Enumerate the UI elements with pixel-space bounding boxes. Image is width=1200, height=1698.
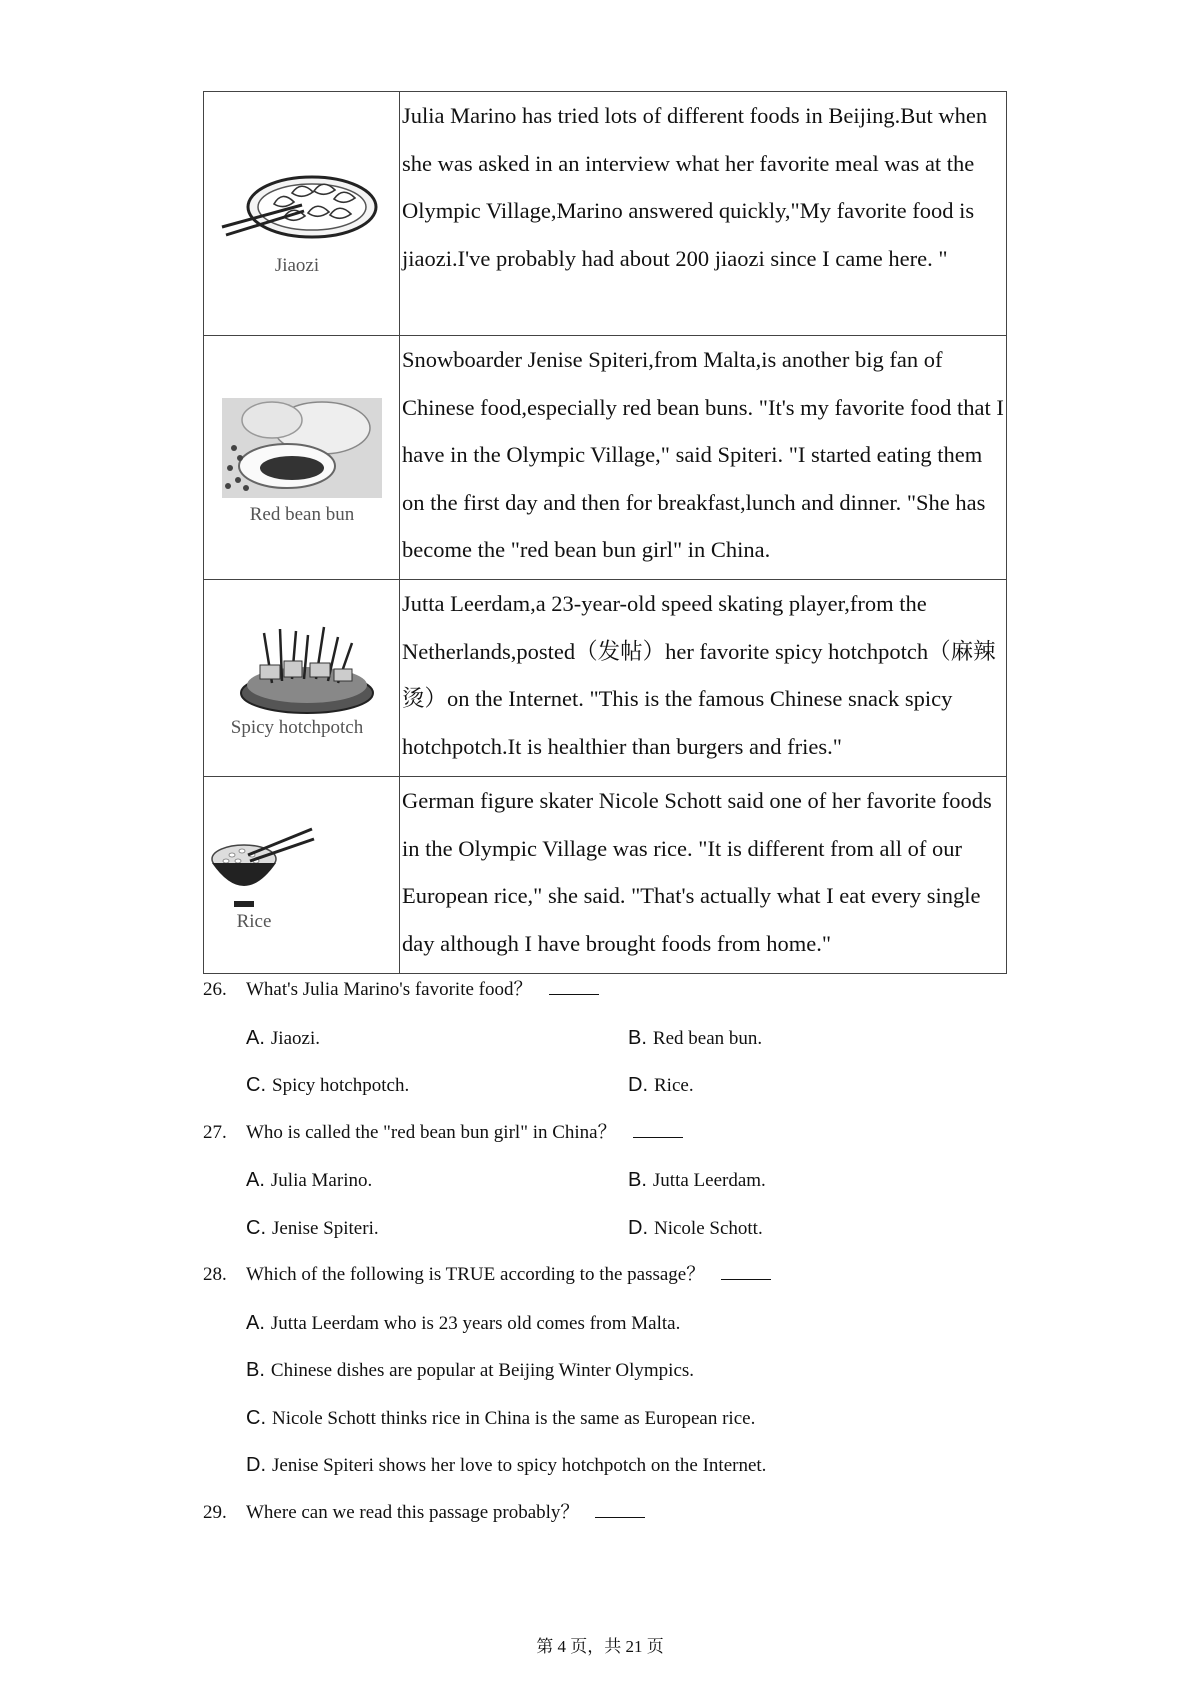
option-28-d[interactable]: D. Jenise Spiteri shows her love to spicy hotchpotch on the Internet. xyxy=(246,1454,767,1476)
passage-table xyxy=(203,91,1007,974)
jiaozi-plate-icon xyxy=(204,92,399,335)
spicy-hotchpotch-icon xyxy=(204,580,399,776)
option-27-b[interactable]: B. Jutta Leerdam. xyxy=(628,1169,766,1191)
answer-blank[interactable] xyxy=(721,1263,771,1280)
page-footer: 第 4 页，共 21 页 xyxy=(536,1637,664,1656)
food-caption: Red bean bun xyxy=(249,503,354,525)
food-image-cell xyxy=(204,777,400,974)
passage-text: German figure skater Nicole Schott said one of her favorite foods in the Olympic Village was rice. "It is different from all of our European rice," she said. "That's actually what I eat every single day although I have brought foods from home." xyxy=(400,777,1007,974)
option-27-d[interactable]: D. Nicole Schott. xyxy=(628,1217,763,1239)
food-caption: Spicy hotchpotch xyxy=(230,717,363,738)
option-28-a[interactable]: A. Jutta Leerdam who is 23 years old comes from Malta. xyxy=(246,1312,681,1334)
option-26-a[interactable]: A. Jiaozi. xyxy=(246,1027,320,1049)
food-caption: Rice xyxy=(236,911,272,932)
question-stem: Who is called the "red bean bun girl" in China？ xyxy=(246,1121,683,1145)
passage-text: Julia Marino has tried lots of different foods in Beijing.But when she was asked in an interview what her favorite meal was at the Olympic Village,Marino answered quickly,"My favorite food is jiaozi.I've probably had about 200 jiaozi since I came here. " xyxy=(400,92,1007,336)
option-27-a[interactable]: A. Julia Marino. xyxy=(246,1169,373,1191)
passage-text: Snowboarder Jenise Spiteri,from Malta,is another big fan of Chinese food,especially red bean buns. "It's my favorite food that I have in the Olympic Village," said Spiteri. "I started eating them on the first day and then for breakfast,lunch and dinner. "She has become the "red bean bun girl" in China. xyxy=(400,336,1007,580)
red-bean-bun-icon xyxy=(204,336,399,579)
answer-blank[interactable] xyxy=(633,1121,683,1138)
question-stem: Where can we read this passage probably？ xyxy=(246,1501,645,1525)
answer-blank[interactable] xyxy=(595,1501,645,1518)
option-26-b[interactable]: B. Red bean bun. xyxy=(628,1027,763,1049)
food-image-cell xyxy=(204,580,400,777)
option-26-c[interactable]: C. Spicy hotchpotch. xyxy=(246,1074,410,1096)
food-caption: Jiaozi xyxy=(274,254,319,276)
food-image-cell xyxy=(204,92,400,336)
question-stem: Which of the following is TRUE according to the passage？ xyxy=(246,1263,771,1287)
food-image-cell xyxy=(204,336,400,580)
rice-bowl-icon xyxy=(204,777,399,973)
passage-row-red-bean-bun xyxy=(204,336,1007,580)
passage-row-spicy-hotchpotch xyxy=(204,580,1007,777)
question-number: 26. xyxy=(203,979,227,1000)
question-number: 28. xyxy=(203,1264,227,1285)
option-27-c[interactable]: C. Jenise Spiteri. xyxy=(246,1217,379,1239)
option-28-b[interactable]: B. Chinese dishes are popular at Beijing Winter Olympics. xyxy=(246,1359,695,1381)
passage-text: Jutta Leerdam,a 23-year-old speed skating player,from the Netherlands,posted（发帖）her favorite spicy hotchpotch（麻辣烫）on the Internet. "This is the famous Chinese snack spicy hotchpotch.It is healthier than burgers and fries." xyxy=(400,580,1007,777)
option-28-c[interactable]: C. Nicole Schott thinks rice in China is the same as European rice. xyxy=(246,1407,756,1429)
question-stem: What's Julia Marino's favorite food？ xyxy=(246,978,599,1002)
question-number: 29. xyxy=(203,1502,227,1523)
passage-row-jiaozi xyxy=(204,92,1007,336)
answer-blank[interactable] xyxy=(549,978,599,995)
passage-row-rice xyxy=(204,777,1007,974)
option-26-d[interactable]: D. Rice. xyxy=(628,1074,694,1096)
question-number: 27. xyxy=(203,1122,227,1143)
